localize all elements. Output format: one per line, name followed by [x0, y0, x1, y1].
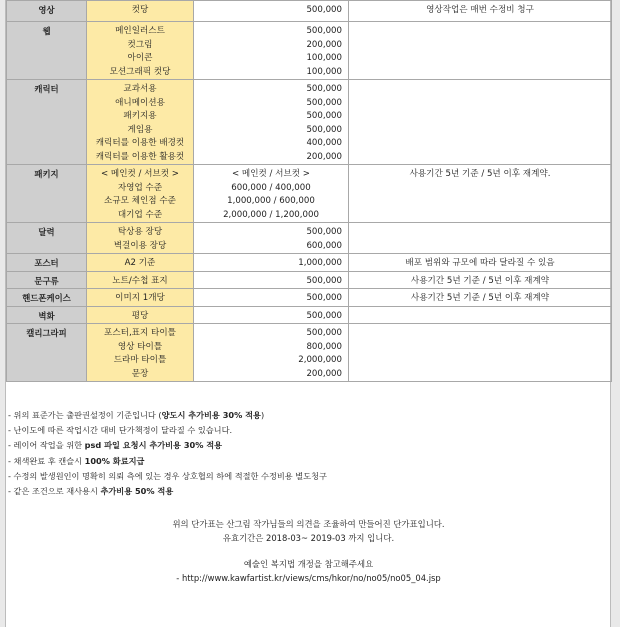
- table-row: [7, 271, 612, 289]
- note-cell: [349, 165, 612, 223]
- item-label: A2 기준: [124, 258, 156, 268]
- price-value: 500,000: [306, 124, 342, 135]
- price-value: 500,000: [306, 227, 342, 237]
- category-label: 문구류: [34, 275, 59, 286]
- category-label: 패키지: [34, 169, 59, 179]
- price-value: 2,000,000: [298, 355, 342, 365]
- item-cell: [87, 289, 194, 307]
- category-label: 캐릭터: [34, 84, 59, 94]
- price-sheet-page: [5, 0, 611, 627]
- price-cell: [194, 80, 349, 165]
- item-label: 영상 타이틀: [117, 341, 163, 352]
- footer-line-1: 위의 단가표는 산그림 작가님들의 의견을 조율하여 만들어진 단가표입니다.: [172, 519, 445, 529]
- price-cell: [194, 254, 349, 272]
- table-row: [7, 165, 612, 223]
- price-value: 500,000: [306, 328, 342, 338]
- item-cell: [87, 254, 194, 272]
- note-cell: [349, 22, 612, 80]
- table-row: [7, 223, 612, 254]
- table-row: [7, 80, 612, 165]
- item-label: 패키지용: [123, 111, 157, 121]
- price-value: 500,000: [306, 275, 342, 286]
- item-label: 드라마 타이틀: [113, 355, 167, 365]
- item-label: 평당: [131, 310, 149, 321]
- footer-line-3: 예술인 복지법 개정을 참고해주세요: [243, 559, 374, 569]
- note-text: 사용기간 5년 기준 / 5년 이후 재계약.: [409, 169, 551, 179]
- item-cell: [87, 22, 194, 80]
- item-label: 포스터,표지 타이틀: [104, 328, 176, 338]
- item-label: 컷그림: [127, 39, 153, 50]
- note-text: 영상작업은 매번 수정비 청구: [426, 5, 534, 15]
- price-value: 500,000: [306, 97, 342, 108]
- item-label: < 메인컷 / 서브컷 >: [100, 169, 180, 179]
- item-cell: [87, 306, 194, 324]
- price-value: 200,000: [306, 39, 342, 50]
- price-table: [6, 0, 612, 382]
- footer-link[interactable]: - http://www.kawfartist.kr/views/cms/hkor/no/no05/no05_04.jsp: [176, 573, 441, 583]
- price-cell: [194, 306, 349, 324]
- note-line: - 같은 조건으로 재사용시 추가비용 50% 적용: [8, 486, 174, 497]
- category-cell: [7, 22, 87, 80]
- price-value: 500,000: [306, 310, 342, 321]
- note-text: 사용기간 5년 기준 / 5년 이후 재계약: [410, 293, 550, 303]
- category-cell: [7, 306, 87, 324]
- item-cell: [87, 1, 194, 22]
- item-label: 자영업 수준: [117, 182, 163, 193]
- category-label: 벽화: [38, 310, 55, 321]
- note-line: - 채색완료 후 캔슬시 100% 화료지급: [8, 455, 145, 466]
- item-label: 이미지 1개당: [115, 293, 165, 303]
- price-value: < 메인컷 / 서브컷 >: [231, 169, 311, 179]
- category-cell: [7, 223, 87, 254]
- item-label: 모션그래픽 컷당: [109, 66, 171, 77]
- price-value: 400,000: [306, 138, 342, 148]
- price-value: 600,000: [306, 240, 342, 251]
- price-value: 500,000: [306, 111, 342, 121]
- item-label: 게임용: [127, 124, 153, 135]
- price-cell: [194, 324, 349, 382]
- footer-line-2: 유효기간은 2018-03~ 2019-03 까지 입니다.: [222, 533, 395, 543]
- item-label: 캐릭터를 이용한 활용컷: [95, 151, 185, 162]
- table-row: [7, 22, 612, 80]
- price-value: 100,000: [306, 53, 342, 63]
- category-cell: [7, 254, 87, 272]
- note-cell: [349, 324, 612, 382]
- item-cell: [87, 80, 194, 165]
- price-value: 500,000: [306, 26, 342, 36]
- price-value: 1,000,000 / 600,000: [227, 196, 315, 206]
- table-row: [7, 254, 612, 272]
- item-label: 컷당: [131, 5, 149, 15]
- price-value: 200,000: [306, 368, 342, 379]
- item-label: 캐릭터를 이용한 배경컷: [95, 138, 185, 148]
- price-value: 800,000: [306, 341, 342, 352]
- price-cell: [194, 1, 349, 22]
- category-label: 포스터: [34, 258, 59, 268]
- note-cell: [349, 271, 612, 289]
- price-value: 600,000 / 400,000: [231, 182, 311, 193]
- note-text: 배포 범위와 규모에 따라 달라질 수 있음: [405, 258, 555, 268]
- price-cell: [194, 22, 349, 80]
- category-label: 핸드폰케이스: [22, 293, 71, 303]
- item-cell: [87, 324, 194, 382]
- item-label: 메인일러스트: [115, 26, 165, 36]
- notes-list: [8, 408, 608, 499]
- price-cell: [194, 165, 349, 223]
- item-label: 노트/수첩 표지: [112, 275, 168, 286]
- item-label: 대기업 수준: [117, 209, 163, 220]
- category-label: 영상: [38, 5, 55, 15]
- note-line: - 레이어 작업을 위한 psd 파일 요청시 추가비용 30% 적용: [8, 440, 223, 451]
- category-cell: [7, 80, 87, 165]
- item-label: 애니메이션용: [115, 97, 165, 108]
- note-cell: [349, 254, 612, 272]
- price-cell: [194, 289, 349, 307]
- item-cell: [87, 223, 194, 254]
- category-label: 웹: [42, 26, 51, 36]
- category-label: 캘리그라피: [26, 328, 67, 338]
- category-cell: [7, 165, 87, 223]
- item-label: 문장: [131, 368, 149, 379]
- category-cell: [7, 324, 87, 382]
- note-cell: [349, 223, 612, 254]
- note-line: - 수정의 발생원인이 명확히 의뢰 측에 있는 경우 상호협의 하에 적절한 수정비용 별도청구: [8, 470, 327, 481]
- price-value: 500,000: [306, 293, 342, 303]
- item-cell: [87, 165, 194, 223]
- footer-info: [6, 517, 611, 545]
- table-row: [7, 306, 612, 324]
- note-cell: [349, 306, 612, 324]
- note-cell: [349, 1, 612, 22]
- table-row: [7, 1, 612, 22]
- category-label: 달력: [38, 227, 55, 237]
- item-cell: [87, 271, 194, 289]
- item-label: 교과서용: [123, 84, 157, 94]
- note-text: 사용기간 5년 기준 / 5년 이후 재계약: [410, 275, 550, 286]
- item-label: 소규모 체인점 수준: [104, 196, 176, 206]
- price-value: 200,000: [306, 151, 342, 162]
- footer-reference: [6, 557, 611, 585]
- table-row: [7, 324, 612, 382]
- note-line: - 난이도에 따른 작업시간 대비 단가책정이 달라질 수 있습니다.: [8, 425, 233, 436]
- item-label: 벽걸이용 장당: [113, 240, 167, 251]
- price-value: 500,000: [306, 84, 342, 94]
- note-cell: [349, 289, 612, 307]
- item-label: 아이콘: [127, 53, 153, 63]
- table-row: [7, 289, 612, 307]
- note-line: - 위의 표준가는 출판권설정이 기준입니다 (양도시 추가비용 30% 적용): [8, 410, 265, 420]
- category-cell: [7, 271, 87, 289]
- category-cell: [7, 1, 87, 22]
- price-cell: [194, 271, 349, 289]
- price-cell: [194, 223, 349, 254]
- category-cell: [7, 289, 87, 307]
- note-cell: [349, 80, 612, 165]
- price-value: 500,000: [306, 5, 342, 15]
- price-value: 100,000: [306, 66, 342, 77]
- price-value: 2,000,000 / 1,200,000: [223, 209, 319, 220]
- item-label: 탁상용 장당: [117, 227, 163, 237]
- price-value: 1,000,000: [298, 258, 342, 268]
